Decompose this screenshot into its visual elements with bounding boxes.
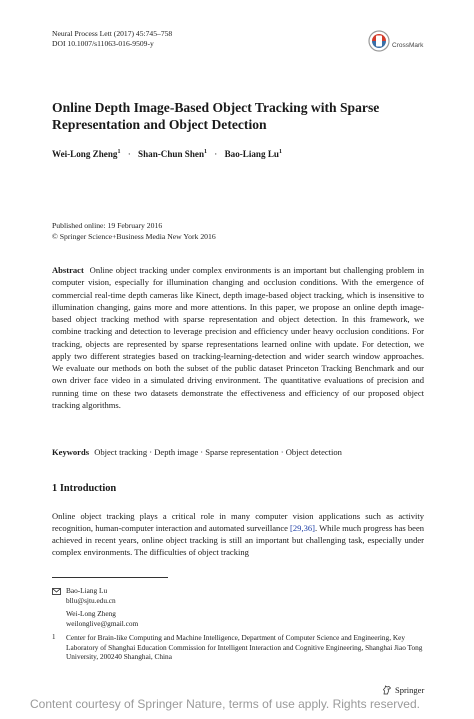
second-author xyxy=(52,609,427,628)
copyright: © Springer Science+Business Media New York 2016 xyxy=(52,231,216,241)
abstract-heading: Abstract xyxy=(52,265,84,275)
author-separator: · xyxy=(214,149,218,160)
introduction-paragraph xyxy=(52,510,424,558)
section-title: Introduction xyxy=(59,483,117,494)
journal-header xyxy=(52,29,172,49)
section-heading xyxy=(52,483,116,494)
crossmark-badge[interactable] xyxy=(368,30,423,52)
author-affiliation-mark: 1 xyxy=(204,149,208,155)
envelope-icon xyxy=(52,586,66,605)
publisher-logo xyxy=(382,685,424,695)
corresponding-author xyxy=(52,586,427,605)
corresponding-author-name: Bao-Liang Lu xyxy=(66,586,108,595)
paper-title: Online Depth Image-Based Object Tracking with Sparse Representation and Object Detection xyxy=(52,100,380,132)
courtesy-watermark: Content courtesy of Springer Nature, terms of use apply. Rights reserved. xyxy=(30,697,420,711)
keywords-heading: Keywords xyxy=(52,447,90,457)
author-name: Wei-Long Zheng xyxy=(52,149,118,160)
intro-text: Online object tracking plays a critical role in many computer vision applications such as activity recognition, human-computer interaction and automated surveillance xyxy=(52,511,424,534)
doi[interactable]: DOI 10.1007/s11063-016-9509-y xyxy=(52,39,154,48)
second-author-name: Wei-Long Zheng xyxy=(66,609,116,619)
author-name: Bao-Liang Lu xyxy=(224,149,279,160)
citation-link[interactable]: [29,36] xyxy=(290,523,315,534)
springer-horse-icon xyxy=(382,685,392,695)
affiliation-footnote xyxy=(52,633,427,662)
footnote-rule xyxy=(52,577,168,578)
second-author-email[interactable]: weilonglive@gmail.com xyxy=(66,619,139,629)
published-date: Published online: 19 February 2016 xyxy=(52,221,163,230)
publication-info xyxy=(52,221,216,242)
intro-text: . While much progress has been achieved in recent years, online object tracking is still an important but challenging task, especially under complex environments. The difficulties of object tracking xyxy=(52,523,425,558)
keywords xyxy=(52,446,424,458)
author-separator: · xyxy=(127,149,131,160)
abstract xyxy=(52,264,424,411)
affiliation-text: Center for Brain-like Computing and Machine Intelligence, Department of Computer Science and Engineering, Key Laboratory of Shanghai Education Commission for Intelligent Interaction and Cognitive Engineering, Shanghai Jiao Tong University, 200240 Shanghai, China xyxy=(66,632,423,662)
crossmark-label: CrossMark xyxy=(392,41,424,49)
footnotes xyxy=(52,586,427,666)
affiliation-mark: 1 xyxy=(52,632,56,641)
author-name: Shan-Chun Shen xyxy=(138,149,205,160)
author-affiliation-mark: 1 xyxy=(117,149,121,155)
crossmark-icon xyxy=(368,30,390,52)
corresponding-author-email[interactable]: bllu@sjtu.edu.cn xyxy=(66,595,116,605)
journal-citation: Neural Process Lett (2017) 45:745–758 xyxy=(52,29,173,38)
keywords-text: Object tracking · Depth image · Sparse representation · Object detection xyxy=(94,447,342,457)
publisher-name: Springer xyxy=(395,685,425,695)
section-number: 1 xyxy=(52,483,58,494)
abstract-text: Online object tracking under complex environments is an important but challenging problem in computer vision, especially for illumination changing and occlusion conditions. With the emergence of commercial real-time depth cameras like Kinect, depth image-based object tracking, which is insensitive to illumination changing, gains more and more attentions. In this paper, we propose an online depth image-based object tracking method with sparse representation and object detection. In this framework, we combine tracking and detection to leverage precision and efficiency under heavy occlusion conditions. For tracking, objects are represented by sparse representations learned online with update. For detection, we apply two different strategies based on tracking-learning-detection and wider search window approaches. We evaluate our methods on both the subset of the public dataset Princeton Tracking Benchmark and our own driver face video in a simulated driving environment. The quantitative evaluations of precision and running time on these two datasets demonstrate the effectiveness and efficiency of our proposed object tracking algorithms. xyxy=(52,265,424,410)
author-affiliation-mark: 1 xyxy=(278,149,282,155)
author-list xyxy=(52,149,282,159)
